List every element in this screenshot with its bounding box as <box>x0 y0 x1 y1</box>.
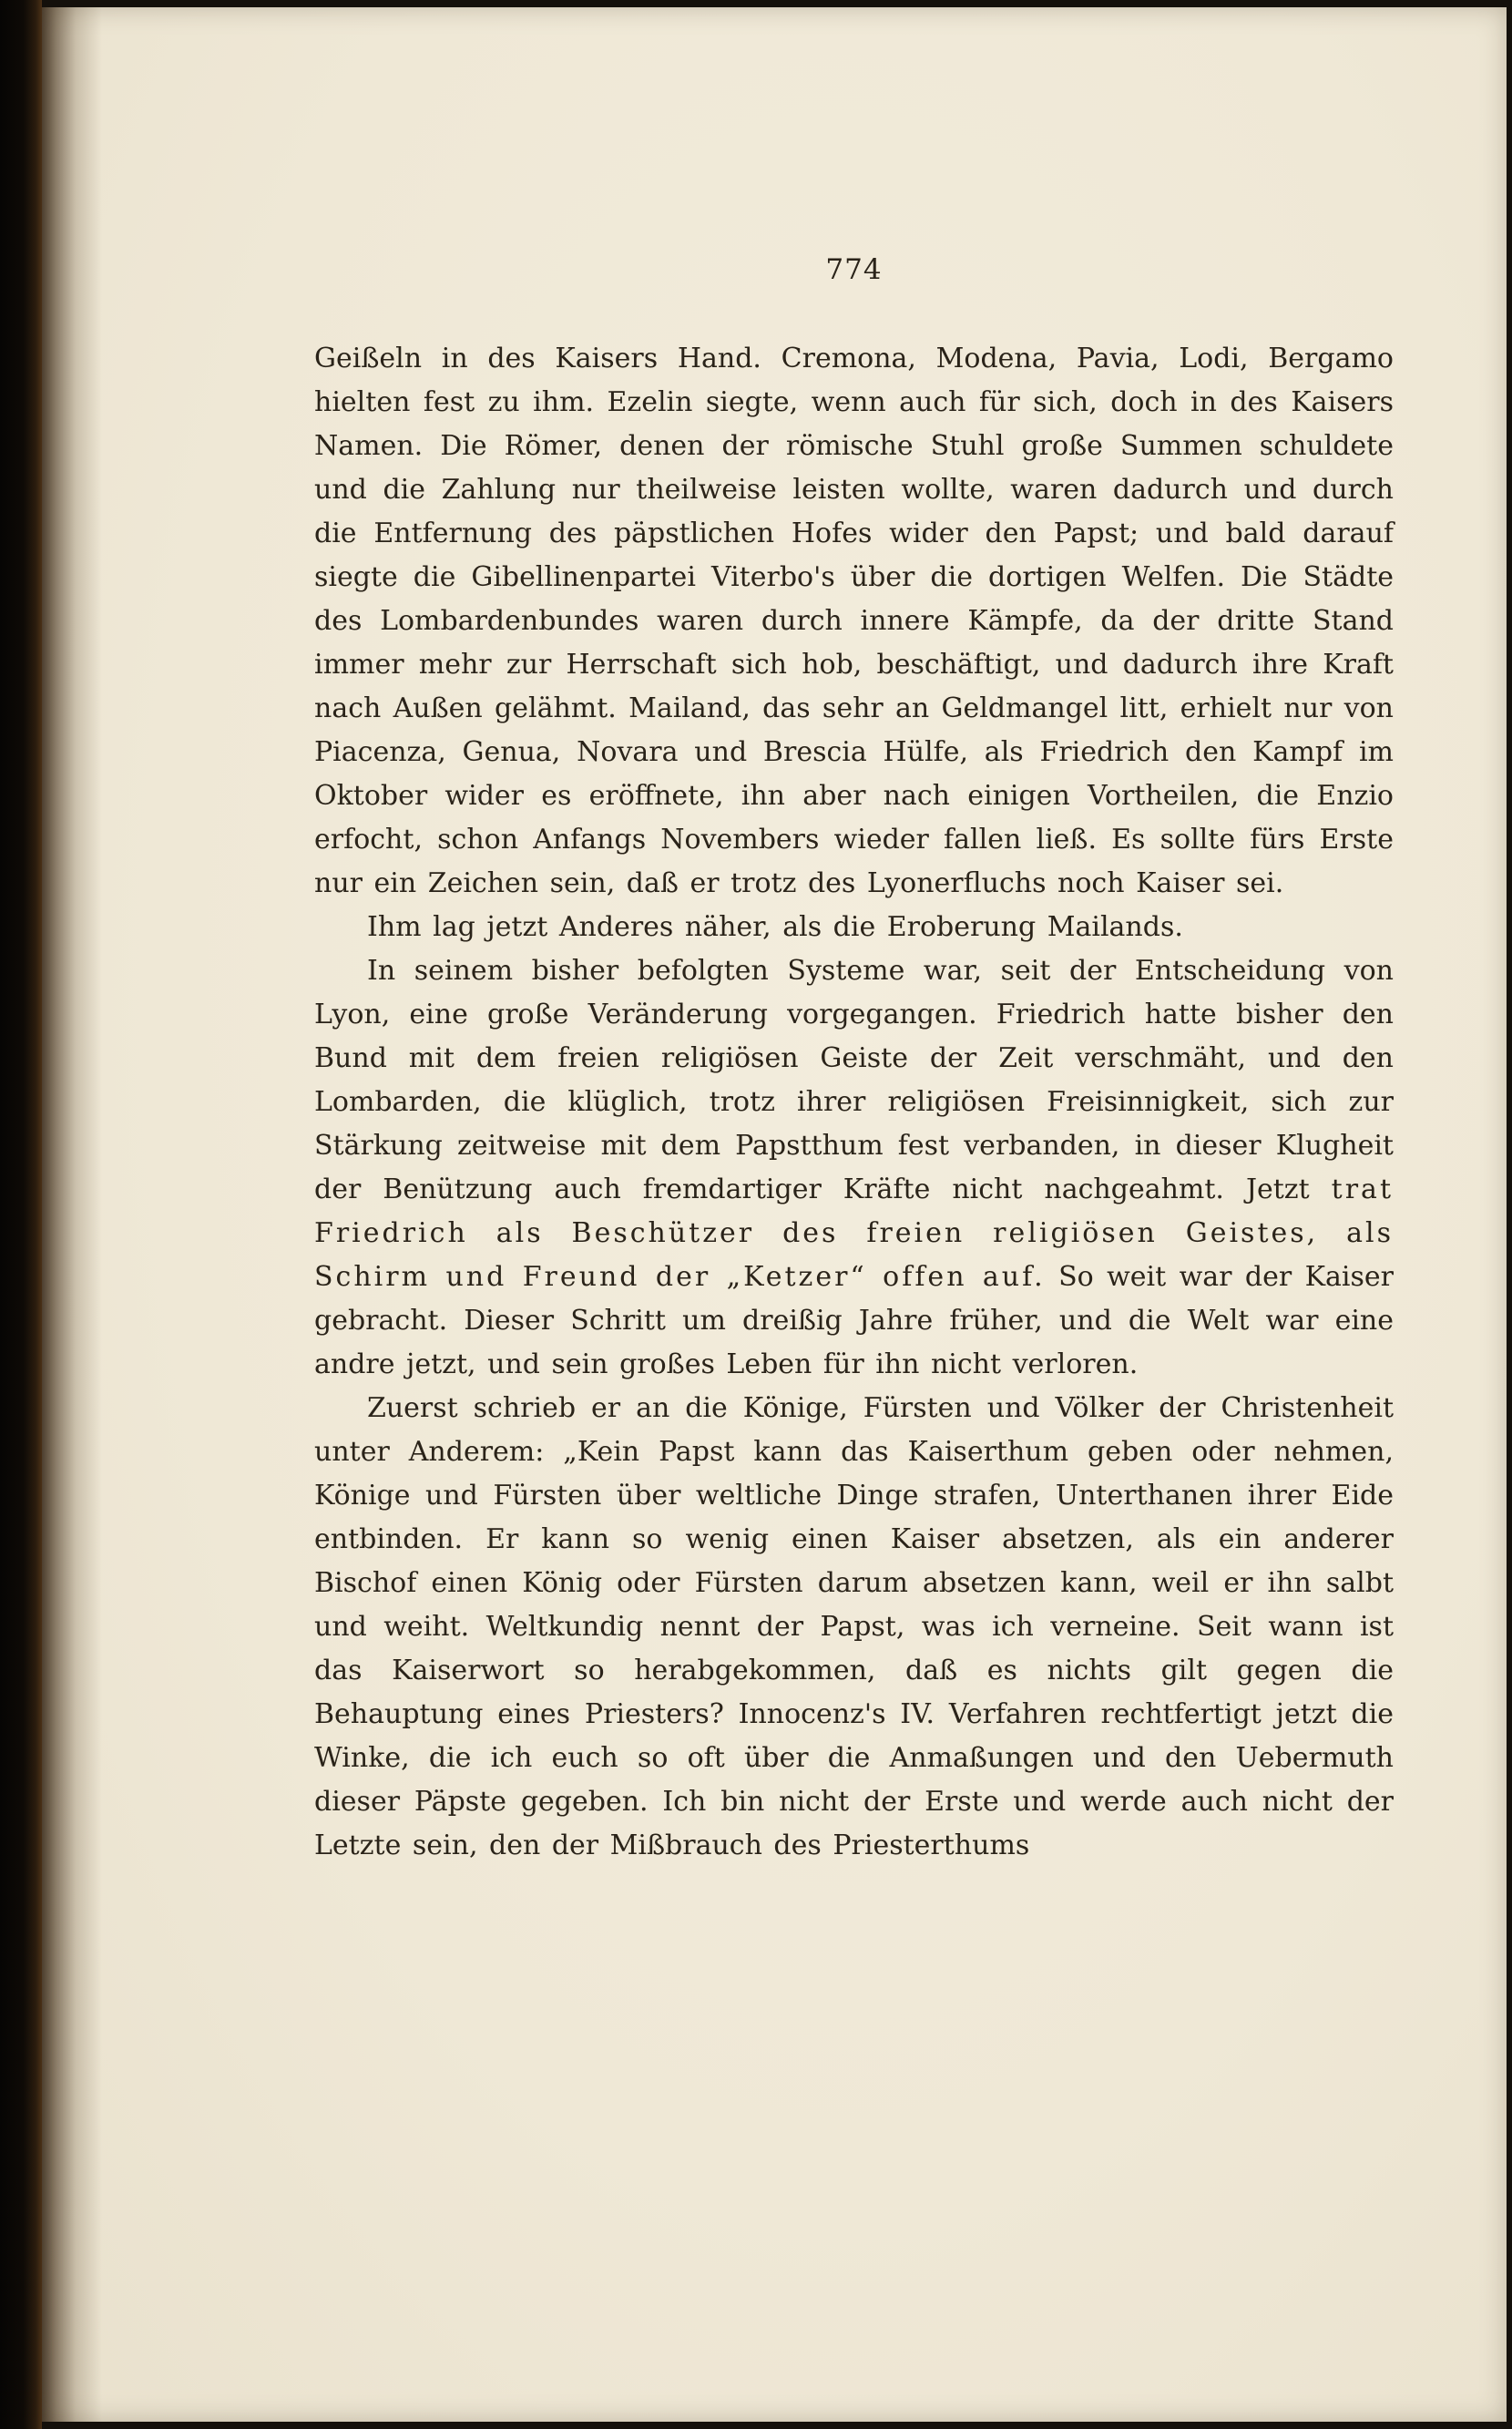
paragraph: Zuerst schrieb er an die Könige, Fürsten und Völker der Christenheit unter Anderem: „Kein Papst kann das Kaiserthum geben oder nehmen, Könige und Fürsten über weltliche Dinge strafen, Unterthanen ihrer Eide entbinden. Er kann so wenig einen Kaiser absetzen, als ein anderer Bischof einen König oder Fürsten darum absetzen kann, weil er ihn salbt und weiht. Weltkundig nennt der Papst, was ich verneine. Seit wann ist das Kaiserwort so herabgekommen, daß es nichts gilt gegen die Behauptung eines Priesters? Innocenz's IV. Verfahren rechtfertigt jetzt die Winke, die ich euch so oft über die Anmaßungen und den Uebermuth dieser Päpste gegeben. Ich bin nicht der Erste und werde auch nicht der Letzte sein, den der Mißbrauch des Priesterthums <box>314 1392 1394 1861</box>
paragraph-segment: In seinem bisher befolgten Systeme war, seit der Entscheidung von Lyon, eine große Veränderung vorgegangen. Friedrich hatte bisher den Bund mit dem freien religiösen Geiste der Zeit verschmäht, und den Lombarden, die klüglich, trotz ihrer religiösen Freisinnigkeit, sich zur Stärkung zeitweise mit dem Papstthum fest verbanden, in dieser Klugheit der Benützung auch fremdartiger Kräfte nicht nachgeahmt. Jetzt <box>314 955 1394 1205</box>
body-text <box>314 337 1394 1868</box>
paragraph-segment: So weit war der Kaiser gebracht. Dieser Schritt um dreißig Jahre früher, und die Welt war eine andre jetzt, und sein großes Leben für ihn nicht verloren. <box>314 1261 1394 1380</box>
book-binding-shadow <box>0 0 42 2429</box>
paragraph: Ihm lag jetzt Anderes näher, als die Eroberung Mailands. <box>367 911 1183 943</box>
page-content <box>36 7 1507 2422</box>
paragraph: Geißeln in des Kaisers Hand. Cremona, Modena, Pavia, Lodi, Bergamo hielten fest zu ihm. Ezelin siegte, wenn auch für sich, doch in des Kaisers Namen. Die Römer, denen der römische Stuhl große Summen schuldete und die Zahlung nur theilweise leisten wollte, waren dadurch und durch die Entfernung des päpstlichen Hofes wider den Papst; und bald darauf siegte die Gibellinenpartei Viterbo's über die dortigen Welfen. Die Städte des Lombardenbundes waren durch innere Kämpfe, da der dritte Stand immer mehr zur Herrschaft sich hob, beschäftigt, und dadurch ihre Kraft nach Außen gelähmt. Mailand, das sehr an Geldmangel litt, erhielt nur von Piacenza, Genua, Novara und Brescia Hülfe, als Friedrich den Kampf im Oktober wider es eröffnete, ihn aber nach einigen Vortheilen, die Enzio erfocht, schon Anfangs Novembers wieder fallen ließ. Es sollte fürs Erste nur ein Zeichen sein, daß er trotz des Lyonerfluchs noch Kaiser sei. <box>314 343 1394 899</box>
paragraph-segment-letterspaced: trat Friedrich als Beschützer des freien religiösen Geistes, als Schirm und Freund der „Ketzer“ offen auf. <box>314 1174 1394 1293</box>
book-page <box>36 7 1507 2422</box>
paragraph <box>314 949 1394 1387</box>
page-number: 774 <box>825 253 883 286</box>
